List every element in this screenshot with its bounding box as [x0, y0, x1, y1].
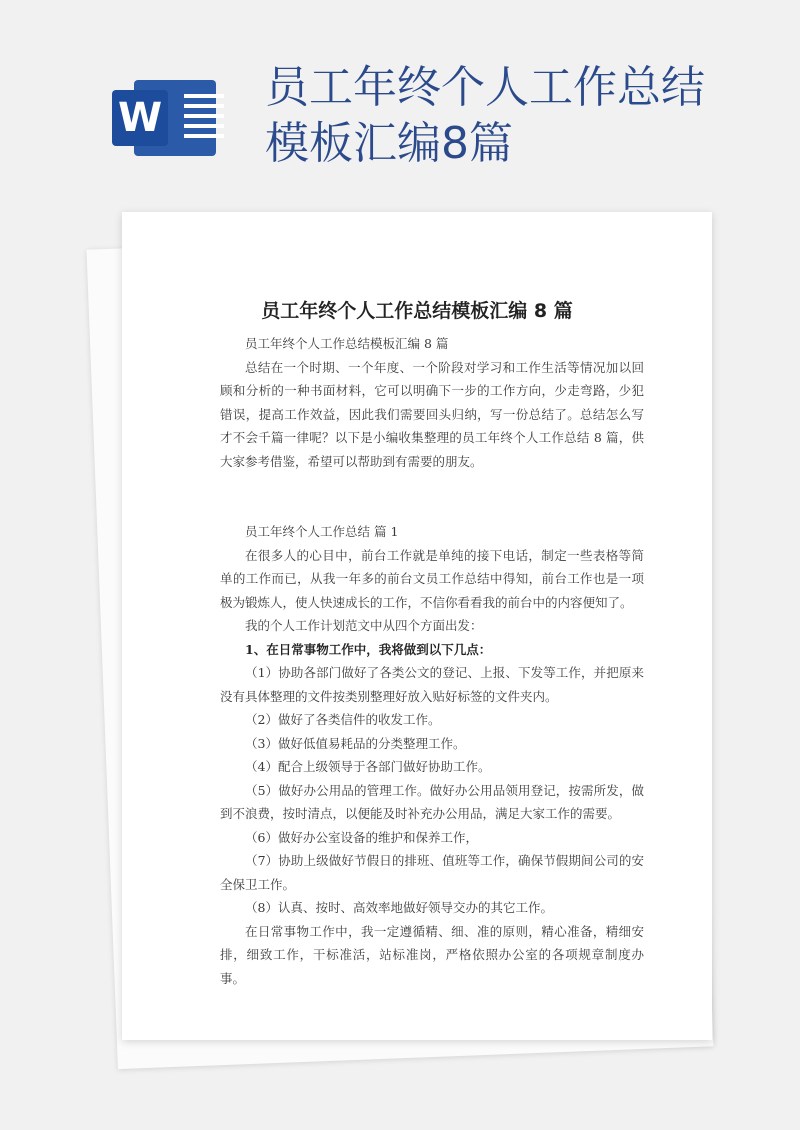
intro-paragraph: 总结在一个时期、一个年度、一个阶段对学习和工作生活等情况加以回顾和分析的一种书面材料，它可以明确下一步的工作方向，少走弯路，少犯错误，提高工作效益，因此我们需要回头归纳，写一份总结了。总结怎么写才不会千篇一律呢？以下是小编收集整理的员工年终个人工作总结 8 篇，供大家参考借鉴，希望可以帮助到有需要的朋友。	[220, 359, 644, 469]
list-item: （1）协助各部门做好了各类公文的登记、上报、下发等工作，并把原来没有具体整理的文件按类别整理好放入贴好标签的文件夹内。	[220, 665, 644, 704]
subsection-heading: 1、在日常事物工作中，我将做到以下几点：	[245, 641, 492, 657]
page-title-line-2: 模板汇编8篇	[265, 118, 513, 169]
list-item: （2）做好了各类信件的收发工作。	[245, 712, 441, 727]
page-title-line-1: 员工年终个人工作总结	[265, 62, 705, 113]
list-item: （3）做好低值易耗品的分类整理工作。	[245, 735, 466, 751]
document-title: 员工年终个人工作总结模板汇编 8 篇	[261, 300, 573, 322]
paragraph: 在日常事物工作中，我一定遵循精、细、准的原则，精心准备，精细安排，细致工作，干标准活，站标准岗，严格依照办公室的各项规章制度办事。	[220, 923, 644, 986]
list-item: （8）认真、按时、高效率地做好领导交办的其它工作。	[245, 900, 553, 915]
list-item: （4）配合上级领导于各部门做好协助工作。	[245, 759, 491, 774]
list-item: （5）做好办公用品的管理工作。做好办公用品领用登记，按需所发，做到不浪费，按时清点，以便能及时补充办公用品，满足大家工作的需要。	[220, 782, 644, 821]
document-body	[220, 332, 644, 990]
list-item: （7）协助上级做好节假日的排班、值班等工作，确保节假期间公司的安全保卫工作。	[220, 853, 644, 892]
word-letter-badge: W	[112, 90, 168, 146]
intro-heading: 员工年终个人工作总结模板汇编 8 篇	[245, 336, 449, 351]
document-page	[122, 212, 712, 1040]
section-heading: 员工年终个人工作总结 篇 1	[245, 524, 399, 539]
page-title	[265, 60, 785, 172]
paragraph: 我的个人工作计划范文中从四个方面出发：	[245, 618, 483, 633]
paragraph: 在很多人的心目中，前台工作就是单纯的接下电话，制定一些表格等简单的工作而已，从我一年多的前台文员工作总结中得知，前台工作也是一项极为锻炼人，使人快速成长的工作，不信你看看我的前台中的内容便知了。	[220, 547, 644, 610]
list-item: （6）做好办公室设备的维护和保养工作，	[245, 829, 478, 845]
word-logo	[112, 80, 216, 156]
